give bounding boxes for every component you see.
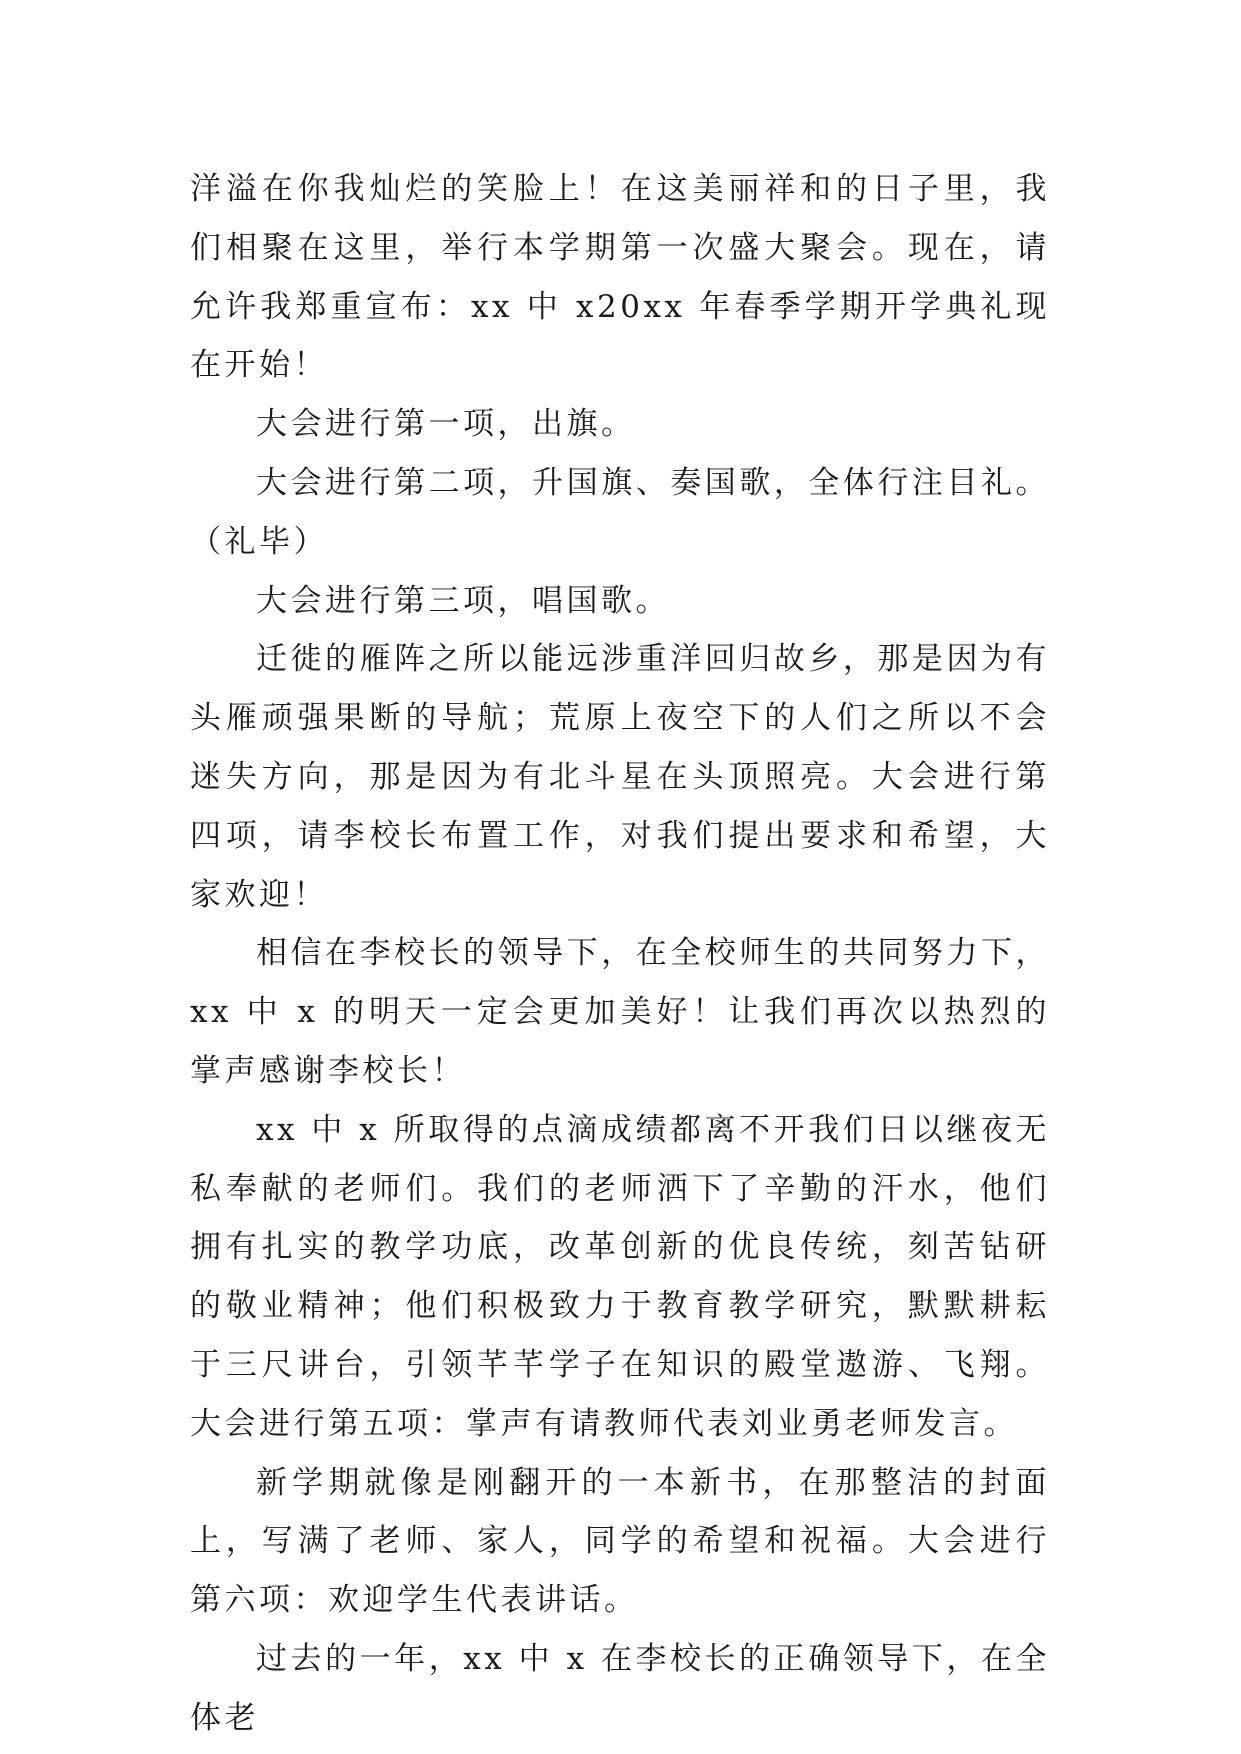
paragraph: 大会进行第一项，出旗。 xyxy=(256,406,636,443)
paragraph: 过去的一年，xx 中 x 在李校长的正确领导下，在全体老 xyxy=(190,1640,1050,1736)
paragraph: 大会进行第三项，唱国歌。 xyxy=(256,582,670,619)
paragraph: xx 中 x 所取得的点滴成绩都离不开我们日以继夜无私奉献的老师们。我们的老师洒下了辛勤的汗水，他们拥有扎实的教学功底，改革创新的优良传统，刻苦钻研的敬业精神；他们积极致力于教育教学研究，默默耕耘于三尺讲台，引领芊芊学子在知识的殿堂遨游、飞翔。大会进行第五项：掌声有请教师代表刘业勇老师发言。 xyxy=(190,1111,1050,1442)
paragraph: 洋溢在你我灿烂的笑脸上！在这美丽祥和的日子里，我们相聚在这里，举行本学期第一次盛大聚会。现在，请允许我郑重宣布：xx 中 x20xx 年春季学期开学典礼现在开始！ xyxy=(190,171,1050,384)
paragraph: 相信在李校长的领导下，在全校师生的共同努力下，xx 中 x 的明天一定会更加美好！让我们再次以热烈的掌声感谢李校长！ xyxy=(190,935,1050,1089)
paragraph: 大会进行第二项，升国旗、奏国歌，全体行注目礼。（礼毕） xyxy=(190,464,1050,560)
body-text xyxy=(190,160,1050,1748)
paragraph: 新学期就像是刚翻开的一本新书，在那整洁的封面上，写满了老师、家人，同学的希望和祝福。大会进行第六项：欢迎学生代表讲话。 xyxy=(190,1464,1050,1619)
paragraph: 迁徙的雁阵之所以能远涉重洋回归故乡，那是因为有头雁顽强果断的导航；荒原上夜空下的人们之所以不会迷失方向，那是因为有北斗星在头顶照亮。大会进行第四项，请李校长布置工作，对我们提出要求和希望，大家欢迎！ xyxy=(190,641,1050,913)
